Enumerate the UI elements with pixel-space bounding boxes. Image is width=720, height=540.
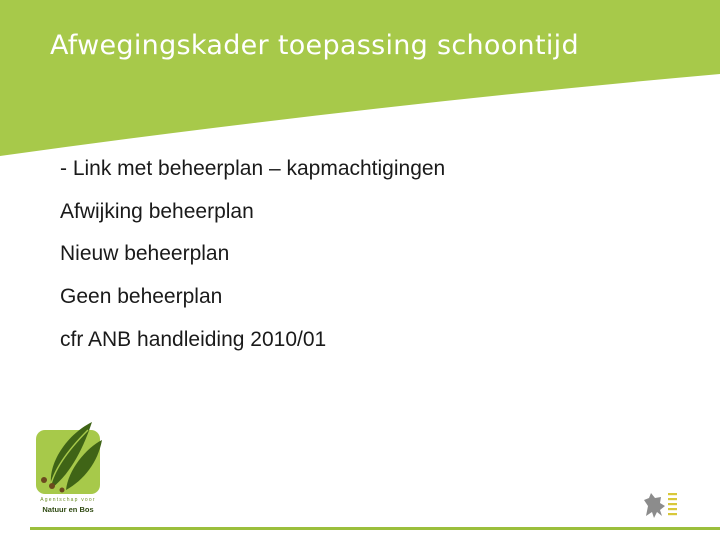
footer-divider (30, 527, 720, 530)
bullet-item: Afwijking beheerplan (60, 199, 254, 223)
bullet-item: Geen beheerplan (60, 285, 223, 309)
logo-line-2: Natuur en Bos (42, 505, 94, 514)
bullet-item: cfr ANB handleiding 2010/01 (60, 327, 327, 351)
bullet-item: Nieuw beheerplan (60, 242, 230, 266)
bullet-item: - Link met beheerplan – kapmachtigingen (60, 157, 446, 180)
anb-logo-text (28, 497, 108, 514)
slide-title: Afwegingskader toepassing schoontijd (50, 30, 579, 61)
logo-line-1: Agentschap voor (40, 497, 96, 503)
flemish-lion-icon (640, 490, 680, 522)
bullet-list (60, 156, 445, 369)
header-band (0, 0, 720, 160)
